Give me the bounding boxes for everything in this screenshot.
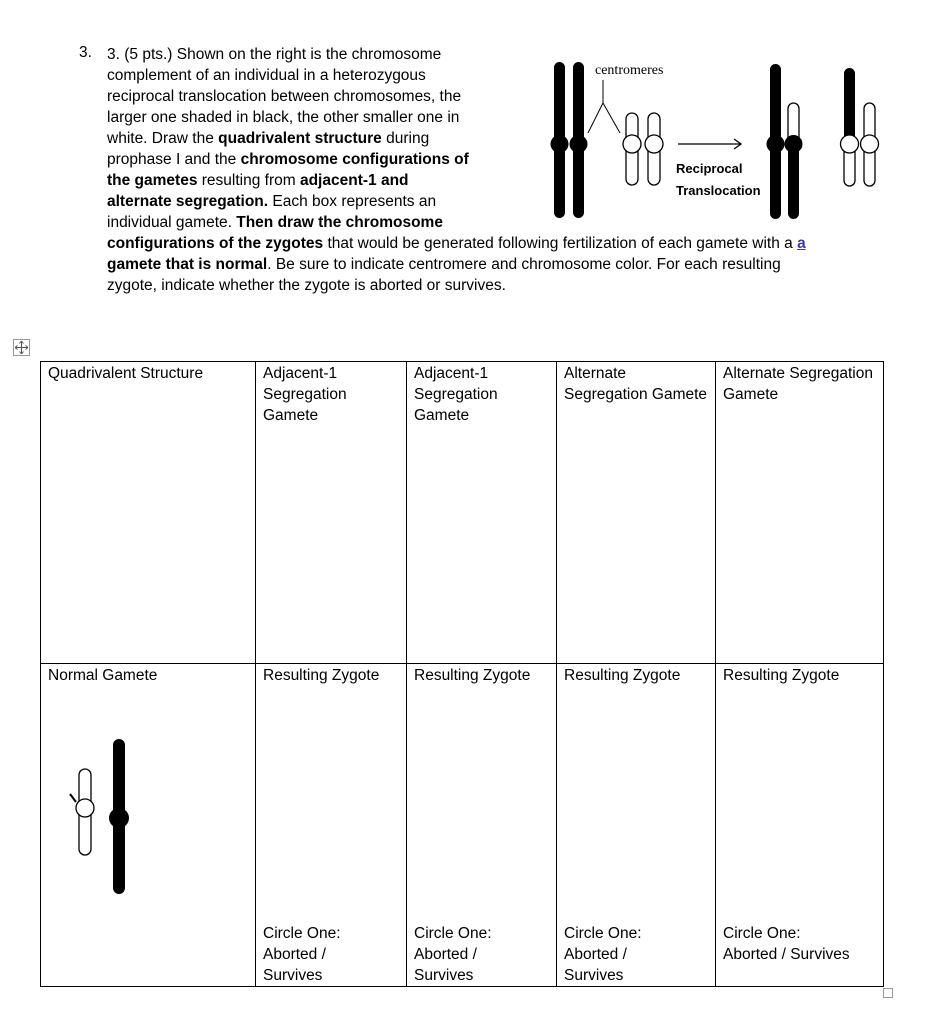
- gamete-cell[interactable]: [557, 362, 716, 664]
- cell-header: Resulting Zygote: [723, 667, 840, 684]
- arrow-label-1: Reciprocal: [676, 161, 743, 176]
- question-line-1: 3. (5 pts.) Shown on the right is the chromosome: [107, 46, 442, 63]
- text: that would be generated following fertilization of each gamete with a: [323, 235, 798, 252]
- bold-text: configurations of the zygotes: [107, 235, 324, 252]
- translocation-diagram: [548, 58, 888, 228]
- question-line-12: zygote, indicate whether the zygote is aborted or survives.: [107, 277, 506, 294]
- cell-header: Resulting Zygote: [564, 667, 681, 684]
- question-line-9: [107, 212, 443, 233]
- aborted-option[interactable]: Aborted /: [414, 946, 477, 963]
- circle-one-label: Circle One:: [414, 925, 492, 942]
- text: individual gamete.: [107, 214, 237, 231]
- question-line-11: [107, 254, 781, 275]
- circle-one-choice: [564, 923, 711, 986]
- arrow-label-2: Translocation: [676, 183, 761, 198]
- text: during: [381, 130, 430, 147]
- gamete-cell[interactable]: [407, 362, 557, 664]
- bold-text: chromosome configurations of: [240, 151, 469, 168]
- table-move-handle-icon[interactable]: [13, 339, 30, 356]
- question-line-4: larger one shaded in black, the other smaller one in: [107, 109, 460, 126]
- black-chromosome-pair: [551, 62, 588, 218]
- text: . Be sure to indicate centromere and chromosome color. For each resulting: [267, 256, 781, 273]
- quadrivalent-cell[interactable]: [41, 362, 256, 664]
- zygote-cell[interactable]: [407, 664, 557, 987]
- bold-text: Then draw the chromosome: [236, 214, 443, 231]
- text: white. Draw the: [107, 130, 219, 147]
- centromeres-label: centromeres: [595, 63, 664, 78]
- cell-header: Quadrivalent Structure: [48, 365, 204, 382]
- table-row: [41, 362, 884, 664]
- tracked-change-a[interactable]: a: [797, 235, 806, 252]
- centromere-mark: [70, 794, 76, 802]
- white-chromosome-pair: [623, 113, 663, 185]
- survives-option[interactable]: Survives: [263, 967, 323, 984]
- circle-one-label: Circle One:: [564, 925, 642, 942]
- question-line-6: [107, 149, 469, 170]
- centromere-pointer: [588, 80, 620, 133]
- bold-text: alternate segregation.: [107, 193, 269, 210]
- cell-header: Normal Gamete: [48, 667, 158, 684]
- circle-one-choice: [414, 923, 552, 986]
- zygote-cell[interactable]: [557, 664, 716, 987]
- cell-header: Adjacent-1 Segregation Gamete: [414, 365, 498, 424]
- question-line-8: [107, 191, 436, 212]
- bold-text: quadrivalent structure: [218, 130, 382, 147]
- cell-header: Alternate Segregation Gamete: [723, 365, 873, 403]
- circle-one-choice: [723, 923, 879, 965]
- translocated-pair-1: [767, 64, 803, 219]
- answer-table: [40, 361, 884, 987]
- cell-header: Alternate Segregation Gamete: [564, 365, 708, 403]
- circle-one-choice: [263, 923, 402, 986]
- question-line-3: reciprocal translocation between chromosomes, the: [107, 88, 462, 105]
- arrow-icon: [678, 139, 741, 149]
- zygote-cell[interactable]: [256, 664, 407, 987]
- cell-header: Adjacent-1 Segregation Gamete: [263, 365, 347, 424]
- translocated-pair-2: [841, 68, 879, 186]
- normal-gamete-figure: [64, 739, 144, 899]
- aborted-survives-option[interactable]: Aborted / Survives: [723, 946, 850, 963]
- question-line-5: [107, 128, 429, 149]
- question-number: 3.: [79, 44, 92, 61]
- text: resulting from: [197, 172, 300, 189]
- circle-one-label: Circle One:: [723, 925, 801, 942]
- bold-text: the gametes: [107, 172, 198, 189]
- gamete-cell[interactable]: [716, 362, 884, 664]
- survives-option[interactable]: Survives: [414, 967, 474, 984]
- question-line-2: complement of an individual in a heterozygous: [107, 67, 426, 84]
- zygote-cell[interactable]: [716, 664, 884, 987]
- table-row: [41, 664, 884, 987]
- question-line-10: [107, 233, 806, 254]
- gamete-cell[interactable]: [256, 362, 407, 664]
- aborted-option[interactable]: Aborted /: [263, 946, 326, 963]
- bold-text: adjacent-1 and: [299, 172, 409, 189]
- text: Each box represents an: [268, 193, 437, 210]
- white-chromosome: [76, 769, 94, 855]
- text: prophase I and the: [107, 151, 241, 168]
- aborted-option[interactable]: Aborted /: [564, 946, 627, 963]
- bold-text: gamete that is normal: [107, 256, 268, 273]
- table-resize-handle-icon[interactable]: [883, 988, 893, 998]
- circle-one-label: Circle One:: [263, 925, 341, 942]
- survives-option[interactable]: Survives: [564, 967, 624, 984]
- question-line-7: [107, 170, 409, 191]
- cell-header: Resulting Zygote: [263, 667, 380, 684]
- black-chromosome: [109, 739, 129, 894]
- cell-header: Resulting Zygote: [414, 667, 531, 684]
